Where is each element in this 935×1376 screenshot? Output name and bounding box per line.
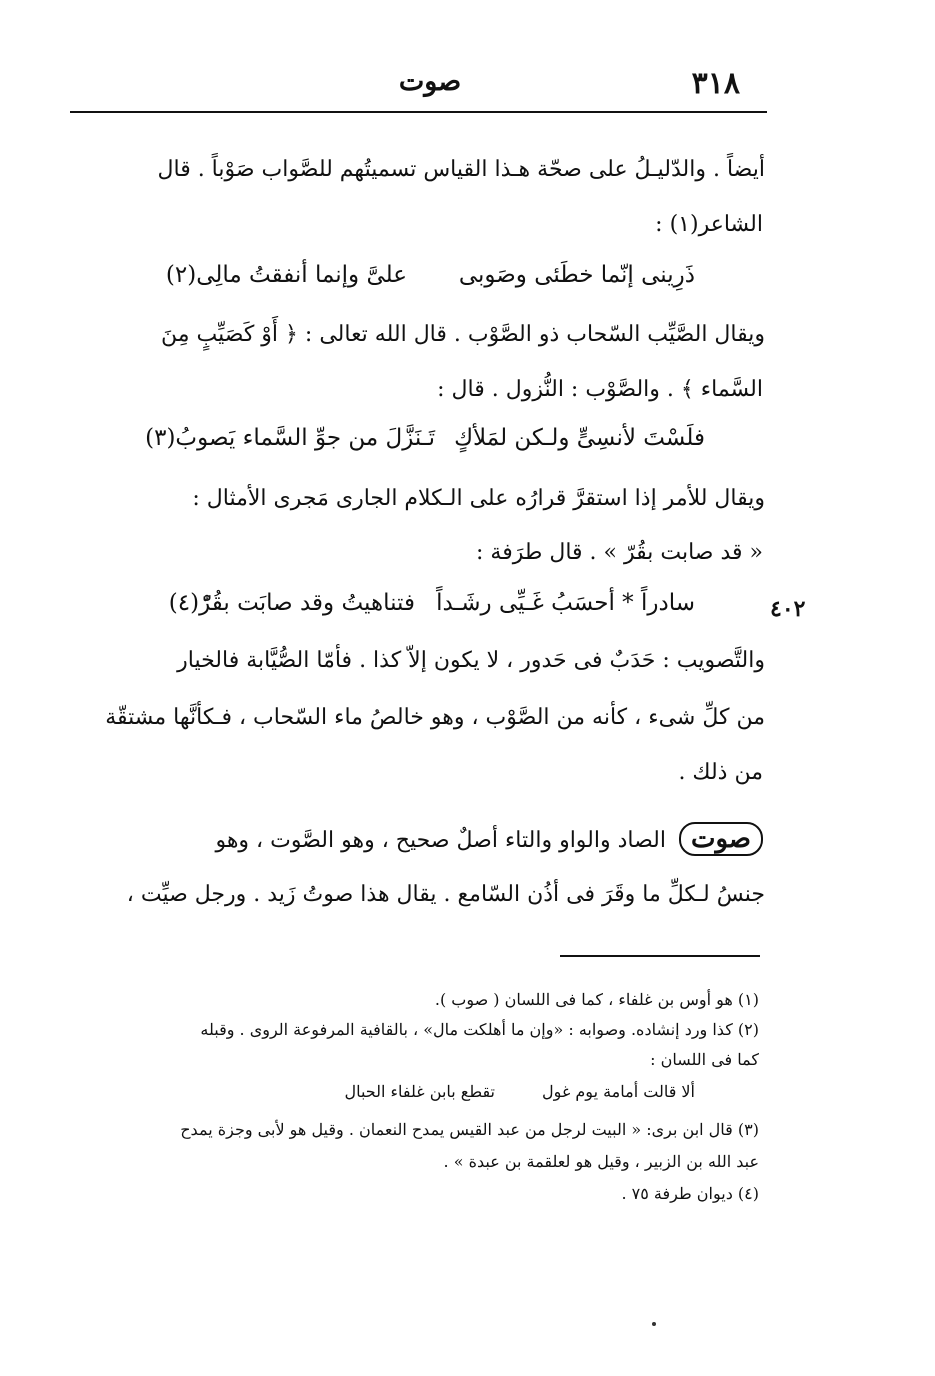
footnote-3-line-1: (٣) قال ابن برى: « البيت لرجل من عبد القيس يمدح النعمان . وقيل هو لأبى وجزة يمدح [180,1120,759,1139]
body-line-5: ويقال للأمر إذا استقرَّ قرارُه على الـكلام الجارى مَجرى الأمثال : [192,486,765,511]
header-rule [70,111,767,113]
footnote-2-line-1: (٢) كذا ورد إنشاده. وصوابه : «وإن ما أهلكت مال» ، بالقافية المرفوعة الروى . وقبله [200,1020,759,1039]
footnote-4: (٤) ديوان طرفة ٧٥ . [621,1184,759,1203]
entry-line-1-text: الصاد والواو والتاء أصلٌ صحيح ، وهو الصَّوت ، وهو [215,828,666,853]
body-line-9: من ذلك . [678,760,763,785]
body-line-7: والتَّصويب : حَدَبٌ فى حَدور ، لا يكون إلاّ كذا . فأمّا الصُّيَّابة فالخيار [177,648,765,673]
footnote-rule [560,955,760,957]
verse-3-first-hemistich: سادراً * أحسَبُ غَـيِّى رشَـداً [436,590,695,616]
body-line-8: من كلِّ شىء ، كأنه من الصَّوْب ، وهو خالصُ ماء السّحاب ، فـكأنَّها مشتقّة [105,705,765,730]
entry-line-2: جنسُ لـكلِّ ما وقَرَ فى أذُن السّامع . يقال هذا صوتُ زَيد . ورجل صيِّت ، [126,882,765,907]
footnote-1: (١) هو أوس بن غلفاء ، كما فى اللسان ( صوب ). [434,990,759,1009]
footnote-2-verse-second: تقطع بابن غلفاء الحبال [344,1082,495,1101]
entry-headword: صوت [679,822,763,856]
footnote-3-line-2: عبد الله بن الزبير ، وقيل هو لعلقمة بن عبدة » . [443,1152,759,1171]
body-line-3: ويقال الصَّيِّب السّحاب ذو الصَّوْب . قال الله تعالى : ﴿ أَوْ كَصَيِّبٍ مِنَ [161,322,765,347]
body-line-4: السَّماء ﴾ . والصَّوْب : النُّزول . قال : [437,377,763,402]
footnote-2-verse-first: ألا قالت أمامة يوم غول [542,1082,695,1101]
footnote-2-line-2: كما فى اللسان : [650,1050,759,1069]
entry-line-1 [73,822,763,856]
speck-mark [652,1322,656,1326]
margin-number: ٤٠٢ [770,596,806,622]
body-line-1: أيضاً . والدّليـلُ على صحّة هـذا القياس تسميتُهم للصَّواب صَوْباً . قال [157,157,765,182]
page-header [70,66,770,106]
verse-1-second-hemistich: علىَّ وإنما أنفقتُ مالِى(٢) [165,262,407,288]
verse-2-second-hemistich: تَـنَزَّلَ من جوِّ السَّماء يَصوبُ(٣) [145,425,435,451]
running-title: صوت [398,66,462,97]
verse-3-second-hemistich: فتناهيتُ وقد صابَت بقُرّْ(٤) [168,590,415,616]
body-line-6: « قد صابت بقُرّ » . قال طرَفة : [476,540,763,565]
body-line-2: الشاعر(١) : [655,212,763,237]
page-number: ٣١٨ [691,66,740,101]
verse-2-first-hemistich: فلَسْتَ لأنسِىٍّ ولـكن لمَلأكٍ [454,425,705,451]
verse-1-first-hemistich: ذَرِينى إنّما خطَئى وصَوبى [458,262,695,288]
